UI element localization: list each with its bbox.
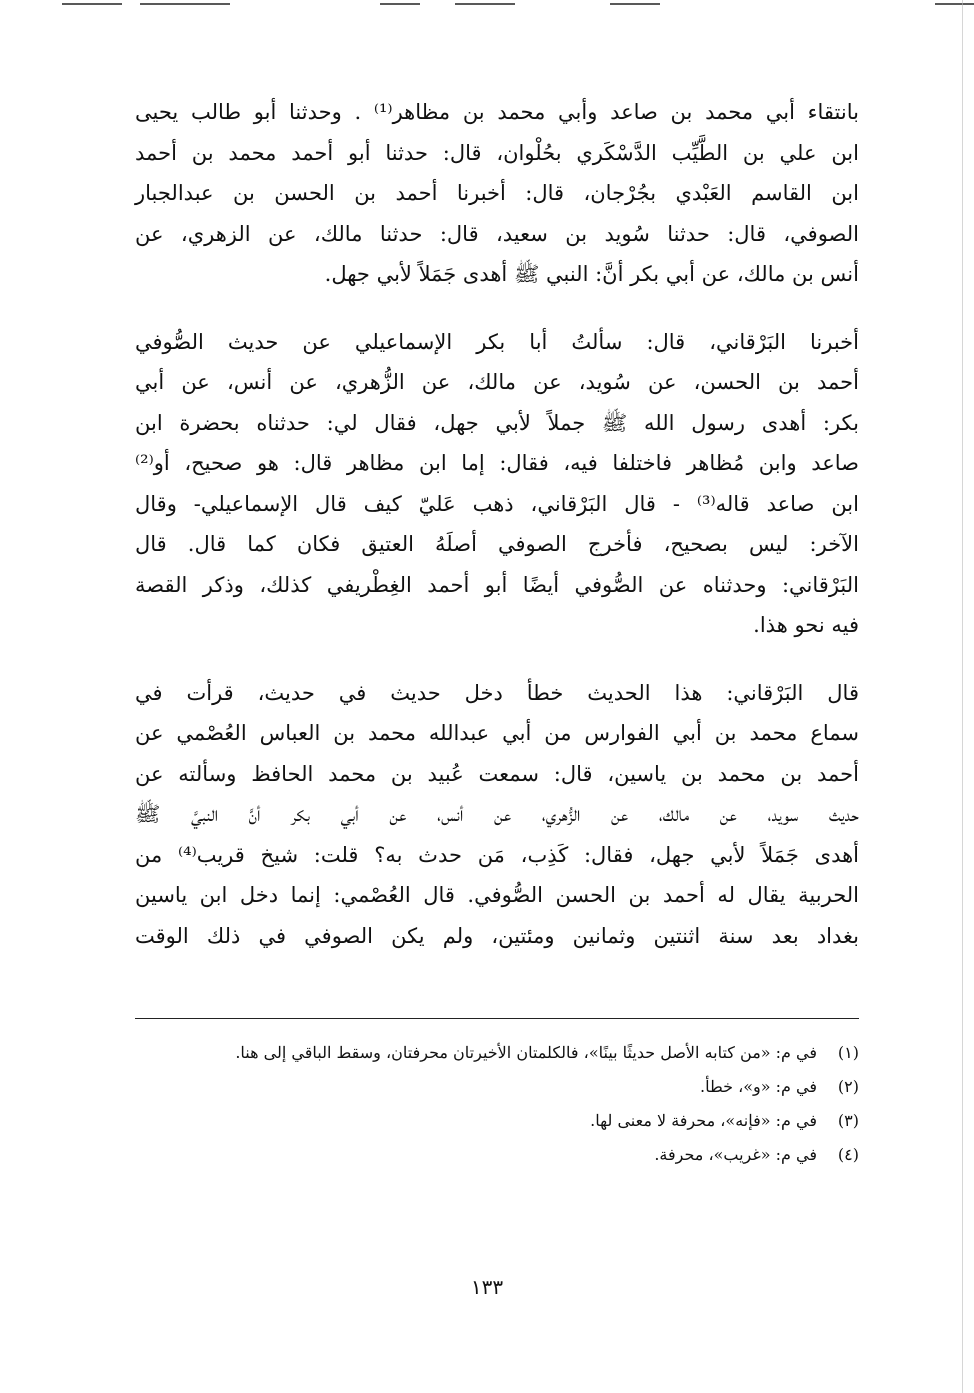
scan-mark [935,3,974,5]
scan-mark [62,3,122,5]
text-line: أخبرنا البَرْقاني، قال: سألتُ أبا بكر الإسماعيلي عن حديث الصُّوفي [135,329,859,354]
text-line: أحمد بن محمد بن ياسين، قال: سمعت عُبيد بن محمد الحافظ وسألته عن [135,761,859,786]
text-line: بانتقاء أبي محمد بن صاعد وأبي محمد بن مظاهر⁽¹⁾ . وحدثنا أبو طالب يحيى [135,100,859,124]
paragraph-2 [135,322,859,646]
text-line: ابن علي بن الطَّيِّب الدَّسْكَري بحُلْوان، قال: حدثنا أبو أحمد محمد بن أحمد [135,140,859,165]
text-line: صاعد وابن مُظاهر فاختلفا فيه، فقال: إما ابن مظاهر قال: هو صحيح، أو⁽²⁾ [135,451,859,475]
scan-mark [455,3,515,5]
scan-mark [610,3,660,5]
text-line: أهدى جَمَلاً لأبي جهل، فقال: كَذِب، مَن حدث به؟ قلت: شيخ قريب⁽⁴⁾ من [135,842,859,867]
footnote-number: (١) [837,1043,859,1062]
footnote-separator [135,1018,859,1019]
text-line: الآخر: ليس بصحيح، فأخرج الصوفي أصلَهُ العتيق فكان كما قال. قال [135,532,859,556]
footnote-3 [135,1106,859,1136]
text-line: أحمد بن الحسن، عن سُويد، عن مالك، عن الزُّهري، عن أنس، عن أبي [135,370,859,394]
text-line: الصوفي، قال: حدثنا سُويد بن سعيد، قال: حدثنا مالك، عن الزهري، عن [135,221,859,246]
text-line: ابن القاسم العَبْدي بجُرْجان، قال: أخبرنا أحمد بن الحسن بن عبدالجبار [135,181,859,205]
text-line: قال البَرْقاني: هذا الحديث خطأ دخل حديث في حديث، قرأت في [135,680,859,705]
text-line: أنس بن مالك، عن أبي بكر أنَّ: النبي ﷺ أهدى جَمَلاً لأبي جهل. [324,262,859,286]
footnote-1 [135,1038,859,1068]
scan-edge-line [962,0,963,1393]
footnote-text: في م: «غريب»، محرفة. [654,1145,817,1164]
footnote-number: (٣) [837,1111,859,1130]
footnote-number: (٢) [837,1077,859,1096]
footnote-number: (٤) [837,1145,859,1164]
paragraph-1 [135,92,859,295]
footnote-4 [135,1140,859,1170]
scan-mark [380,3,420,5]
text-line: سماع محمد بن أبي الفوارس من أبي عبدالله محمد بن العباس العُصْمي عن [135,721,859,745]
page-number: ١٣٣ [470,1275,504,1299]
text-line: بغداد بعد سنة اثنتين وثمانين ومئتين، ولم يكن الصوفي في ذلك الوقت [135,923,859,948]
footnote-text: في م: «فإنه»، محرفة لا معنى لها. [590,1111,817,1130]
footnote-text: في م: «من كتابه الأصل حديثًا بينًا»، فالكلمتان الأخيرتان محرفتان، وسقط الباقي إلى هنا. [235,1043,817,1062]
scan-mark [140,3,230,5]
paragraph-3 [135,673,859,957]
text-line: الحربية يقال له أحمد بن الحسن الصُّوفي. قال العُصْمي: إنما دخل ابن ياسين [135,883,859,907]
footnote-text: في م: «و»، خطأ. [700,1077,817,1096]
main-text [135,92,859,956]
text-line: البَرْقاني: وحدثناه عن الصُّوفي أيضًا أبو أحمد الغِطْريفي كذلك، وذكر القصة [135,572,859,597]
text-line: حديث سويد، عن مالك، عن الزُّهري، عن أنس، عن أبي بكر أنَّ النبيَّ ﷺ [135,802,859,826]
text-line: ابن صاعد قاله⁽³⁾ - قال البَرْقاني، ذهب عَليّ كيف قال الإسماعيلي- وقال [135,491,859,516]
footnotes [135,1038,859,1174]
text-line: بكر: أهدى رسول الله ﷺ جملاً لأبي جهل، فقال لي: حدثناه بحضرة ابن [135,410,859,435]
footnote-2 [135,1072,859,1102]
text-line: فيه نحو هذا. [753,613,859,637]
